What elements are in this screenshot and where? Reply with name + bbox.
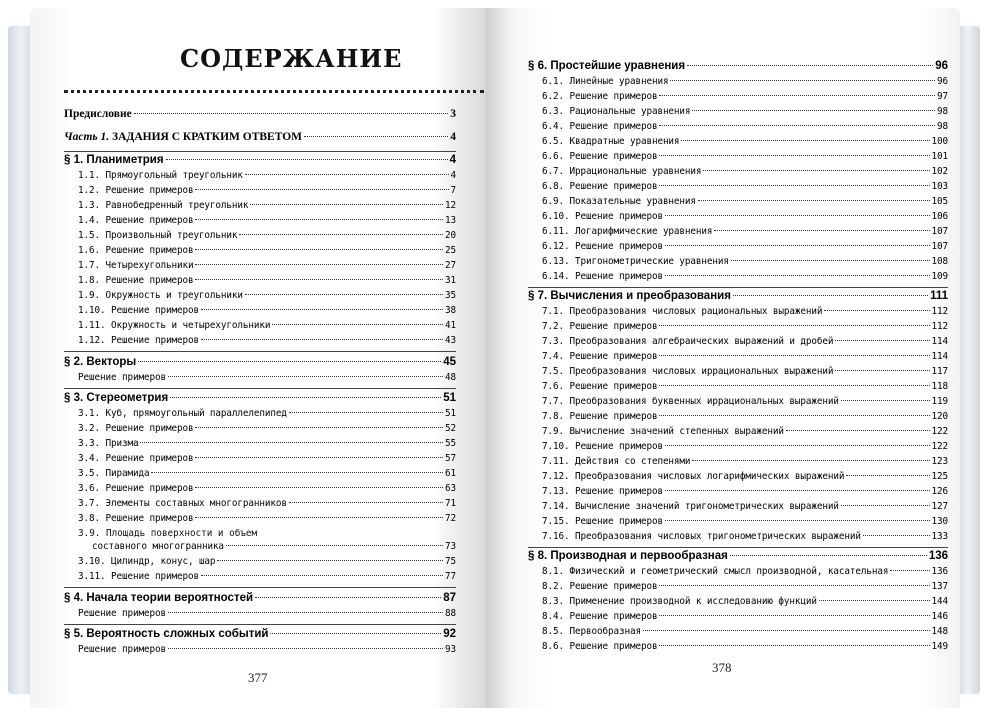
toc-entry: 6.11. Логарифмические уравнения 107 [542,226,948,237]
toc-entry: 6.14. Решение примеров 109 [542,271,948,282]
section-separator [64,388,456,389]
toc-entry: 7.6. Решение примеров 118 [542,381,948,392]
right-page [486,8,960,708]
toc-entry-part-1: Часть 1. ЗАДАНИЯ С КРАТКИМ ОТВЕТОМ 4 [64,131,456,143]
toc-entry: 7.5. Преобразования числовых иррациональных выражений 117 [542,366,948,377]
toc-entry: 3.5. Пирамида 61 [78,468,456,479]
toc-entry: 6.12. Решение примеров 107 [542,241,948,252]
toc-entry: 8.3. Применение производной к исследованию функций 144 [542,596,948,607]
toc-entry: 8.2. Решение примеров 137 [542,581,948,592]
toc-entry: 7.3. Преобразования алгебраических выражений и дробей 114 [542,336,948,347]
toc-entry: 3.3. Призма 55 [78,438,456,449]
toc-entry: 6.9. Показательные уравнения 105 [542,196,948,207]
page-number: 378 [712,660,732,675]
toc-entry: 8.5. Первообразная 148 [542,626,948,637]
section-separator [64,151,456,152]
toc-section: § 4. Начала теории вероятностей 87 [64,592,456,604]
toc-entry: 6.4. Решение примеров 98 [542,121,948,132]
toc-entry: 3.11. Решение примеров 77 [78,571,456,582]
toc-entry: 6.6. Решение примеров 101 [542,151,948,162]
toc-entry: 7.16. Преобразования числовых тригонометрических выражений 133 [542,531,948,542]
toc-entry: 1.5. Произвольный треугольник 20 [78,230,456,241]
section-separator [528,547,948,548]
toc-entry: 7.2. Решение примеров 112 [542,321,948,332]
toc-entry-line1: 3.9. Площадь поверхности и объем [78,528,258,539]
toc-entry: 3.2. Решение примеров 52 [78,423,456,434]
toc-entry: 3.8. Решение примеров 72 [78,513,456,524]
title-dotted-rule [64,90,484,93]
section-separator [64,624,456,625]
page-title: СОДЕРЖАНИЕ [180,44,403,73]
section-separator [64,587,456,588]
toc-entry: 7.8. Решение примеров 120 [542,411,948,422]
toc-entry: 1.7. Четырехугольники 27 [78,260,456,271]
toc-section: § 2. Векторы 45 [64,356,456,368]
toc-entry: 7.15. Решение примеров 130 [542,516,948,527]
toc-entry: 1.4. Решение примеров 13 [78,215,456,226]
toc-entry: Решение примеров 93 [78,644,456,655]
toc-entry: 7.1. Преобразования числовых рациональных выражений 112 [542,306,948,317]
toc-entry: 1.8. Решение примеров 31 [78,275,456,286]
toc-entry: Решение примеров 48 [78,372,456,383]
toc-entry: 7.14. Вычисление значений тригонометрических выражений 127 [542,501,948,512]
toc-entry: 6.7. Иррациональные уравнения 102 [542,166,948,177]
toc-entry: 7.11. Действия со степенями 123 [542,456,948,467]
toc-entry: 6.1. Линейные уравнения 96 [542,76,948,87]
toc-section: § 3. Стереометрия 51 [64,392,456,404]
toc-entry: 1.3. Равнобедренный треугольник 12 [78,200,456,211]
toc-entry: Решение примеров 88 [78,608,456,619]
toc-entry: 3.7. Элементы составных многогранников 71 [78,498,456,509]
toc-entry: 1.9. Окружность и треугольники 35 [78,290,456,301]
toc-entry: 7.4. Решение примеров 114 [542,351,948,362]
toc-section: § 7. Вычисления и преобразования 111 [528,290,948,302]
toc-entry: 7.7. Преобразования буквенных иррациональных выражений 119 [542,396,948,407]
toc-entry: 6.5. Квадратные уравнения 100 [542,136,948,147]
toc-entry: составного многогранника 73 [92,541,456,552]
toc-entry: 6.3. Рациональные уравнения 98 [542,106,948,117]
toc-entry: 8.1. Физический и геометрический смысл производной, касательная 136 [542,566,948,577]
toc-entry: 1.11. Окружность и четырехугольники 41 [78,320,456,331]
toc-entry: 3.4. Решение примеров 57 [78,453,456,464]
toc-entry: 3.6. Решение примеров 63 [78,483,456,494]
toc-entry: 8.4. Решение примеров 146 [542,611,948,622]
toc-entry: 1.12. Решение примеров 43 [78,335,456,346]
toc-entry: 6.2. Решение примеров 97 [542,91,948,102]
section-separator [528,287,948,288]
toc-section: § 5. Вероятность сложных событий 92 [64,628,456,640]
toc-entry: 3.10. Цилиндр, конус, шар 75 [78,556,456,567]
toc-entry: 6.10. Решение примеров 106 [542,211,948,222]
toc-entry: 6.8. Решение примеров 103 [542,181,948,192]
toc-entry: 3.1. Куб, прямоугольный параллелепипед 51 [78,408,456,419]
left-page [30,8,486,708]
toc-entry: 6.13. Тригонометрические уравнения 108 [542,256,948,267]
toc-entry-preface: Предисловие 3 [64,108,456,120]
toc-entry: 1.1. Прямоугольный треугольник 4 [78,170,456,181]
toc-entry: 7.12. Преобразования числовых логарифмических выражений 125 [542,471,948,482]
page-number: 377 [248,670,268,685]
toc-section: § 8. Производная и первообразная 136 [528,550,948,562]
toc-entry: 1.6. Решение примеров 25 [78,245,456,256]
toc-entry: 1.10. Решение примеров 38 [78,305,456,316]
toc-section: § 1. Планиметрия 4 [64,154,456,166]
section-separator [64,351,456,352]
toc-entry: 1.2. Решение примеров 7 [78,185,456,196]
toc-entry: 7.10. Решение примеров 122 [542,441,948,452]
toc-section: § 6. Простейшие уравнения 96 [528,60,948,72]
toc-entry: 7.9. Вычисление значений степенных выражений 122 [542,426,948,437]
toc-entry: 7.13. Решение примеров 126 [542,486,948,497]
toc-entry: 8.6. Решение примеров 149 [542,641,948,652]
